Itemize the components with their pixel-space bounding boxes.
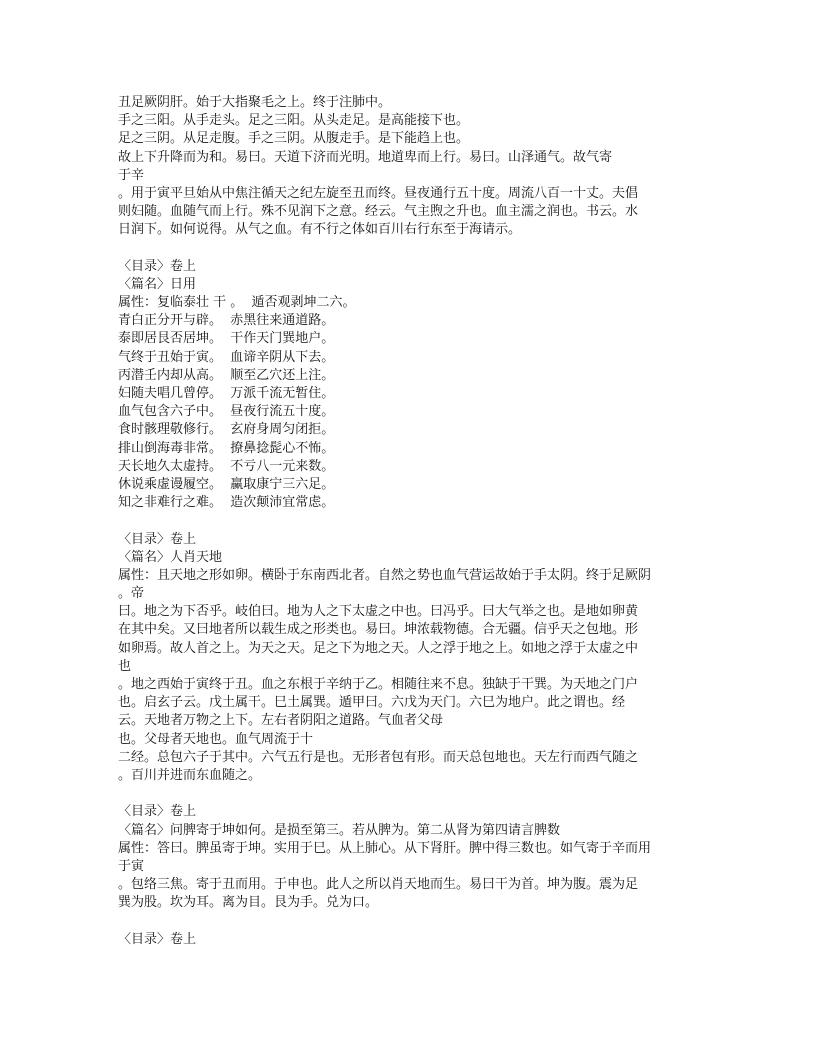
text-line: 休说乘虚谩履空。 赢取康宁三六足。: [118, 476, 335, 492]
text-line: 泰即居艮否居坤。 干作天门巽地户。: [118, 331, 335, 347]
text-line: 排山倒海毒非常。 撩鼻捻髭心不怖。: [118, 440, 335, 456]
catalog-heading: 〈目录〉卷上: [118, 931, 197, 947]
text-line: 手之三阳。从手走头。足之三阳。从头走足。是高能接下也。: [118, 113, 470, 129]
text-line: 。帝: [118, 586, 145, 602]
text-line: 丙潜壬内却从高。 顺至乙穴还上注。: [118, 367, 335, 383]
blank-line: [118, 912, 718, 930]
text-line: 也。启玄子云。戊土属干。巳土属巽。遁甲曰。六戊为天门。六巳为地户。此之谓也。经: [118, 695, 626, 711]
text-line: 日润下。如何说得。从气之血。有不行之体如百川右行东至于海请示。: [118, 222, 522, 238]
catalog-heading: 〈目录〉卷上: [118, 804, 197, 820]
text-line: 气终于丑始于寅。 血谛辛阴从下去。: [118, 349, 335, 365]
text-line: 如卵焉。故人首之上。为天之天。足之下为地之天。人之浮于地之上。如地之浮于太虚之中: [118, 640, 639, 656]
document-body: [118, 94, 718, 949]
text-line: 食时骸理敬修行。 玄府身周匀闭拒。: [118, 422, 335, 438]
text-line: 足之三阴。从足走腹。手之三阴。从腹走手。是下能趋上也。: [118, 131, 470, 147]
text-line: 故上下升降而为和。易曰。天道下济而光明。地道卑而上行。易曰。山泽通气。故气寄: [118, 149, 613, 165]
chapter-title: 〈篇名〉问脾寄于坤如何。是损至第三。若从脾为。第二从肾为第四请言脾数: [118, 822, 561, 838]
text-line: 。百川并进而东血随之。: [118, 767, 262, 783]
text-line: 巽为股。坎为耳。离为目。艮为手。兑为口。: [118, 895, 379, 911]
blank-line: [118, 240, 718, 258]
catalog-heading: 〈目录〉卷上: [118, 258, 197, 274]
text-line: 。地之西始于寅终于丑。血之东根于辛纳于乙。相随往来不息。独缺于干巽。为天地之门户: [118, 677, 639, 692]
text-line: 属性：且天地之形如卵。横卧于东南西北者。自然之势也血气营运故始于手太阴。终于足厥阴: [118, 567, 652, 583]
text-line: 在其中矣。又曰地者所以载生成之形类也。易曰。坤浓载物德。合无疆。信乎天之包地。形: [118, 622, 639, 638]
blank-line: [118, 785, 718, 803]
text-line: 。包络三焦。寄于丑而用。于申也。此人之所以肖天地而生。易曰干为首。坤为腹。震为足: [118, 877, 639, 893]
text-line: 也: [118, 658, 132, 674]
text-line: 云。天地者万物之上下。左右者阴阳之道路。气血者父母: [118, 713, 444, 729]
text-line: 属性：复临泰壮 干 。 遁否观剥坤二六。: [118, 295, 356, 311]
text-line: 二经。总包六子于其中。六气五行是也。无形者包有形。而天总包地也。天左行而西气随之: [118, 749, 639, 765]
text-line: 知之非难行之难。 造次颠沛宜常虑。: [118, 495, 335, 511]
text-line: 于辛: [118, 167, 145, 183]
text-line: 于寅: [118, 858, 145, 874]
text-line: 属性：答曰。脾虽寄于坤。实用于巳。从上肺心。从下肾肝。脾中得三数也。如气寄于辛而用: [118, 840, 652, 856]
text-line: 则妇随。血随气而上行。殊不见润下之意。经云。气主煦之升也。血主濡之润也。书云。水: [118, 204, 639, 220]
text-line: 妇随夫唱几曾停。 万派千流无暂住。: [118, 386, 335, 401]
text-line: 也。父母者天地也。血气周流于十: [118, 731, 314, 747]
text-line: 。用于寅平旦始从中焦注循天之纪左旋至丑而终。昼夜通行五十度。周流八百一十丈。夫倡: [118, 185, 639, 201]
text-line: 曰。地之为下否乎。岐伯曰。地为人之下太虚之中也。曰冯乎。曰大气举之也。是地如卵黄: [118, 604, 639, 620]
blank-line: [118, 512, 718, 530]
catalog-heading: 〈目录〉卷上: [118, 531, 197, 547]
chapter-title: 〈篇名〉日用: [118, 276, 197, 292]
chapter-title: 〈篇名〉人肖天地: [118, 549, 223, 565]
text-line: 青白正分开与辟。 赤黑往来通道路。: [118, 313, 335, 329]
text-line: 天长地久太虚持。 不亏八一元来数。: [118, 458, 335, 474]
text-line: 血气包含六子中。 昼夜行流五十度。: [118, 404, 335, 420]
text-line: 丑足厥阴肝。始于大指聚毛之上。终于注肺中。: [118, 95, 392, 110]
